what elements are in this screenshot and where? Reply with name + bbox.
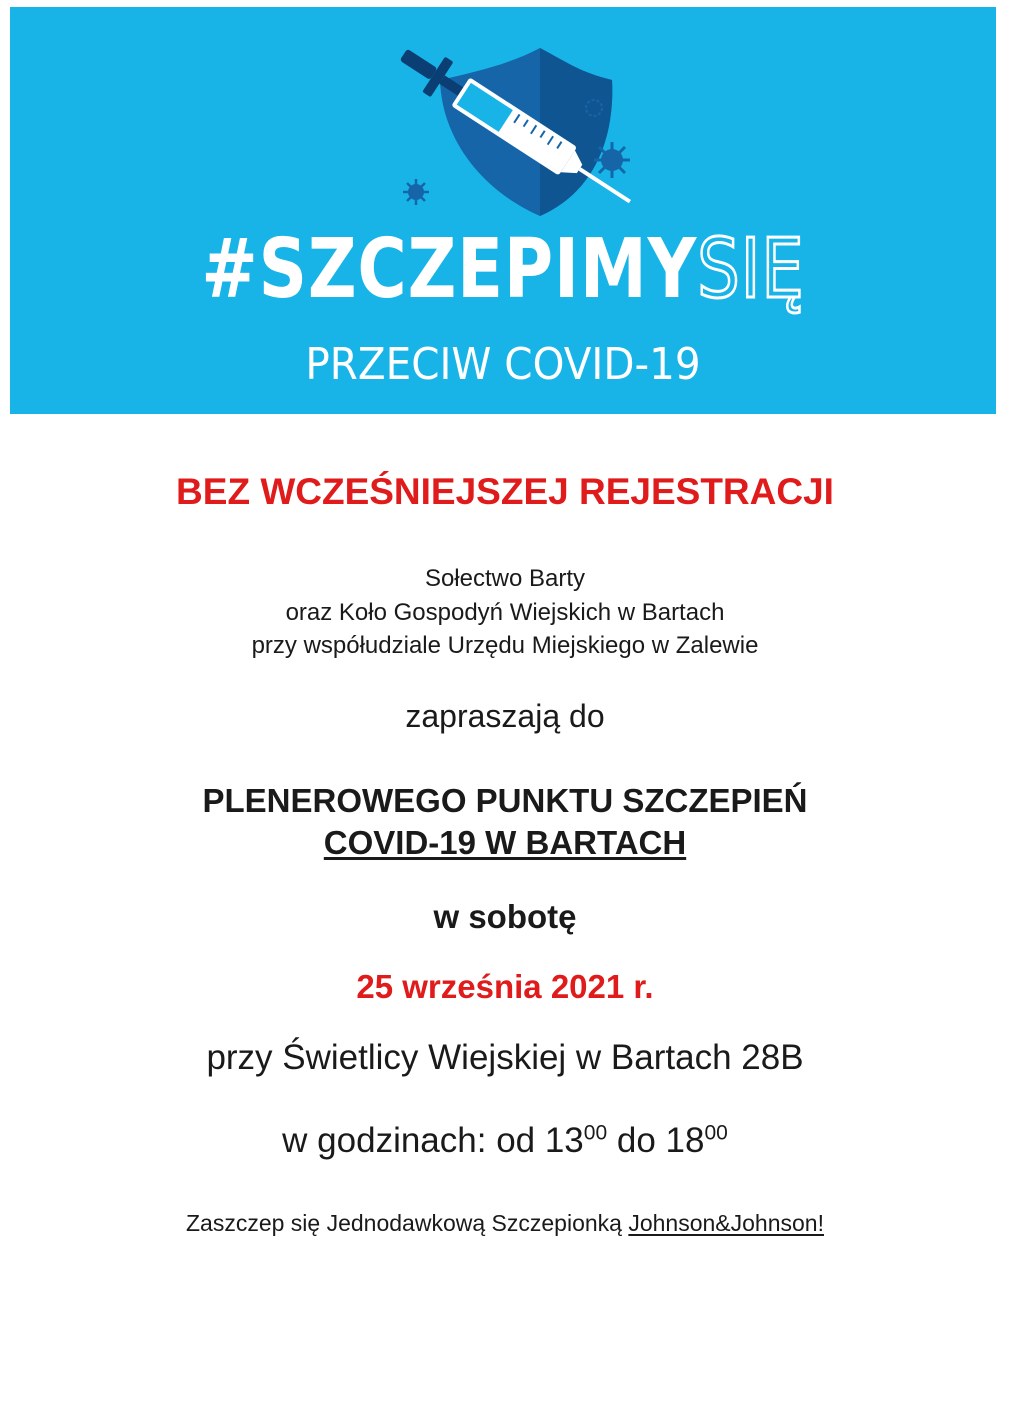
hashtag-solid: #SZCZEPIMY (201, 222, 698, 317)
event-title-line-1: PLENEROWEGO PUNKTU SZCZEPIEŃ (202, 782, 808, 819)
headline: BEZ WCZEŚNIEJSZEJ REJESTRACJI (176, 471, 834, 512)
event-title-line-2 (0, 823, 1010, 863)
event-title-underlined: COVID-19 W BARTACH (323, 824, 687, 861)
hashtag-outline: SIĘ (697, 222, 805, 317)
hours-start-minutes: 00 (583, 1121, 608, 1145)
organizer-line-1: Sołectwo Barty (424, 565, 586, 592)
event-day: w sobotę (433, 898, 577, 935)
vaccine-note (0, 1210, 1010, 1238)
event-hours (0, 1120, 1010, 1162)
syringe-shield-icon (380, 42, 650, 222)
hours-start: 13 (544, 1121, 584, 1160)
hours-prefix: w godzinach: od (282, 1121, 545, 1160)
campaign-banner (10, 7, 996, 414)
campaign-hashtag (99, 222, 908, 317)
invite-text: zapraszają do (405, 698, 605, 734)
organizer-line-3: przy współudziale Urzędu Miejskiego w Zalewie (251, 632, 759, 659)
event-date: 25 września 2021 r. (356, 968, 654, 1005)
hours-end: 18 (665, 1121, 705, 1160)
hours-end-minutes: 00 (704, 1121, 728, 1145)
hours-mid: do (607, 1121, 666, 1160)
organizer-line-2: oraz Koło Gospodyń Wiejskich w Bartach (285, 599, 725, 626)
vaccine-name: Johnson&Johnson! (628, 1210, 824, 1236)
vaccine-prefix: Zaszczep się Jednodawkową Szczepionką (185, 1210, 629, 1236)
campaign-subtitle: PRZECIW COVID-19 (305, 339, 701, 390)
event-location: przy Świetlicy Wiejskiej w Bartach 28B (206, 1038, 804, 1077)
